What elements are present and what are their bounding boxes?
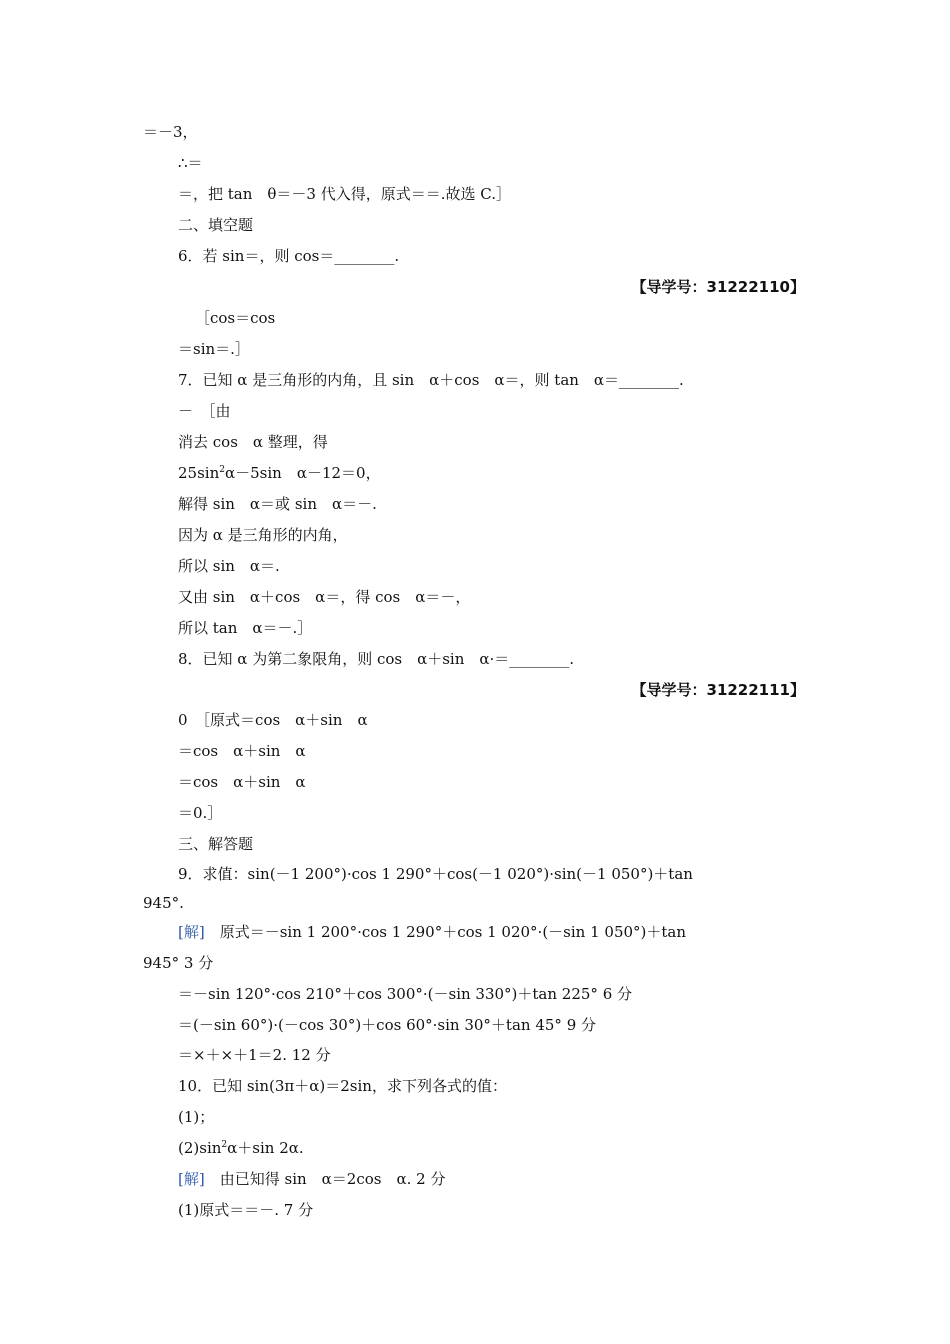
answer-7-line-4: 解得 sin α＝或 sin α＝－. (178, 495, 377, 513)
guide-number-2: 【导学号：31222111】 (631, 681, 805, 699)
answer-8-line-4: ＝0.］ (178, 804, 223, 822)
solution-9-line-2: 945° 3 分 (143, 954, 214, 972)
guide-number-1: 【导学号：31222110】 (631, 278, 805, 296)
section-heading-fill-in: 二、填空题 (178, 216, 254, 234)
question-10-part-2: $(2)\sin^2\alpha+\sin$ 2α. (178, 1139, 304, 1157)
question-9-line-2: 945°. (143, 894, 184, 912)
solution-9-line-5: ＝×＋×＋1＝2. 12 分 (178, 1046, 331, 1064)
text-line-2: ∴＝ (178, 154, 203, 172)
question-7: 7．已知 α 是三角形的内角，且 sin α＋cos α＝，则 tan α＝________. (178, 371, 684, 389)
solution-10-line-1: [解] 由已知得 sin α＝2cos α. 2 分 (178, 1170, 446, 1188)
answer-7-line-5: 因为 α 是三角形的内角， (178, 526, 348, 544)
solution-10-line-2: (1)原式＝＝－. 7 分 (178, 1201, 314, 1219)
text-line-3: ＝，把 tan θ＝－3 代入得，原式＝＝.故选 C.］ (178, 185, 511, 203)
solution-tag: [解] (178, 1170, 205, 1188)
answer-8-line-3: ＝cos α＋sin α (178, 773, 306, 791)
solution-9-line-3: ＝－sin 120°·cos 210°＋cos 300°·(－sin 330°)＋tan 225° 6 分 (178, 985, 633, 1003)
text-line-1: ＝－3， (143, 123, 198, 141)
answer-7-line-7: 又由 sin α＋cos α＝，得 cos α＝－， (178, 588, 471, 606)
answer-7-line-8: 所以 tan α＝－.］ (178, 619, 313, 637)
question-6: 6．若 sin＝，则 cos＝________. (178, 247, 400, 265)
solution-9-line-1: [解] 原式＝－sin 1 200°·cos 1 290°＋cos 1 020°·(－sin 1 050°)＋tan (178, 923, 687, 941)
answer-7-line-3: $25\sin^2\alpha-5\sin$ α－12＝0， (178, 464, 381, 482)
answer-7-line-1: － ［由 (178, 402, 231, 420)
answer-7-line-6: 所以 sin α＝. (178, 557, 280, 575)
answer-6-line-2: ＝sin＝.］ (178, 340, 250, 358)
question-10-part-1: (1)； (178, 1108, 215, 1126)
question-9-line-1: 9．求值：sin(－1 200°)·cos 1 290°＋cos(－1 020°)·sin(－1 050°)＋tan (178, 865, 693, 883)
question-8: 8．已知 α 为第二象限角，则 cos α＋sin α·＝________. (178, 650, 575, 668)
answer-8-line-1: 0 ［原式＝cos α＋sin α (178, 711, 368, 729)
answer-7-line-2: 消去 cos α 整理，得 (178, 433, 328, 451)
solution-9-line-4: ＝(－sin 60°)·(－cos 30°)＋cos 60°·sin 30°＋tan 45° 9 分 (178, 1016, 597, 1034)
question-10: 10．已知 sin(3π＋α)＝2sin，求下列各式的值： (178, 1077, 507, 1095)
section-heading-solutions: 三、解答题 (178, 835, 254, 853)
answer-8-line-2: ＝cos α＋sin α (178, 742, 306, 760)
answer-6-line-1: ［cos＝cos (195, 309, 276, 327)
solution-tag: [解] (178, 923, 205, 941)
